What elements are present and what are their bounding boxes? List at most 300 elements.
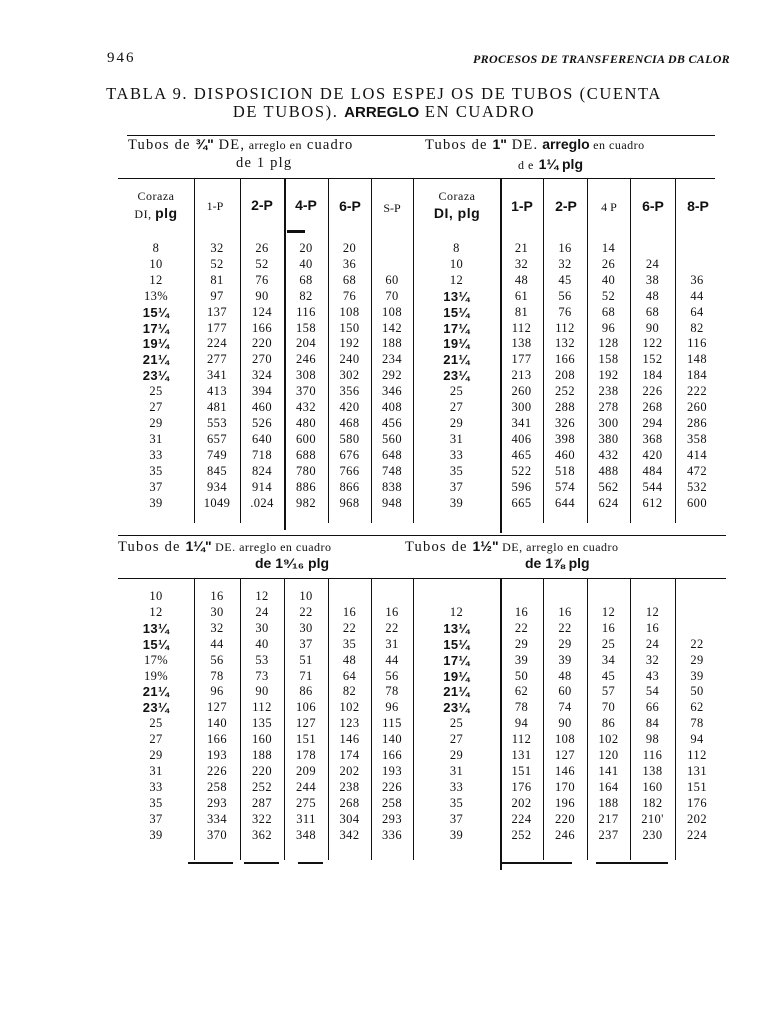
- tube-count-cell: 76: [558, 304, 572, 319]
- tube-count-cell: 192: [339, 336, 360, 351]
- tube-count-cell: 53: [255, 652, 269, 667]
- tube-count-cell: 108: [555, 732, 575, 747]
- tube-count-cell: 146: [339, 732, 360, 747]
- tube-count-cell: 160: [642, 779, 663, 794]
- shell-diameter-cell: 21¼: [443, 684, 470, 700]
- tube-count-cell: 29: [690, 652, 704, 667]
- tube-count-cell: 304: [339, 811, 360, 826]
- shell-diameter-cell: 31: [149, 431, 163, 446]
- tube-count-cell: 220: [252, 336, 272, 351]
- table-row: [118, 589, 719, 605]
- tube-count-cell: 25: [601, 636, 616, 651]
- tube-count-cell: 217: [598, 811, 619, 826]
- tube-count-cell: 380: [598, 431, 619, 446]
- tube-count-cell: 193: [382, 763, 402, 778]
- shell-diameter-cell: 15¼: [443, 636, 470, 652]
- tube-count-cell: 112: [252, 700, 272, 715]
- tube-count-cell: 70: [385, 288, 399, 303]
- tube-count-cell: [675, 621, 719, 637]
- tube-count-cell: 213: [511, 368, 532, 383]
- tube-count-cell: 481: [207, 400, 227, 415]
- tube-count-cell: 16: [558, 604, 572, 619]
- tube-count-cell: 32: [210, 241, 224, 255]
- shell-diameter-cell: 10: [149, 256, 163, 271]
- tube-count-cell: 526: [252, 415, 272, 430]
- tube-count-cell: 596: [511, 479, 532, 494]
- tube-count-cell: 38: [645, 272, 660, 287]
- pass-header-4p-left: 4-P: [295, 197, 317, 213]
- table-row: [118, 796, 719, 812]
- section1-right-coraza-header: Coraza DI, plg: [433, 189, 481, 221]
- tube-count-cell: 252: [252, 779, 272, 794]
- shell-diameter-cell: [413, 589, 500, 605]
- tube-count-cell: 22: [299, 604, 313, 619]
- shell-diameter-cell: 35: [149, 463, 163, 478]
- shell-diameter-cell: 29: [449, 748, 464, 763]
- tube-count-cell: 238: [598, 384, 619, 399]
- tube-count-cell: 76: [342, 288, 357, 303]
- tube-count-cell: 184: [642, 368, 663, 383]
- shell-diameter-cell: 25: [149, 716, 163, 731]
- tube-count-cell: 127: [296, 716, 316, 731]
- tube-count-cell: 260: [687, 400, 707, 415]
- tube-count-cell: 1049: [203, 495, 231, 510]
- table-row: [118, 384, 719, 400]
- tube-count-cell: 553: [207, 415, 227, 430]
- tube-count-cell: 152: [642, 352, 663, 367]
- tube-count-cell: 32: [558, 256, 572, 271]
- section2-left-heading: Tubos de 1¼" DE. arreglo en cuadro: [118, 538, 332, 555]
- tube-count-cell: 22: [514, 620, 529, 635]
- tube-count-cell: [543, 589, 587, 605]
- tube-count-cell: 252: [511, 827, 532, 842]
- tube-count-cell: 22: [385, 620, 399, 635]
- tube-count-cell: 193: [207, 748, 227, 763]
- table-row: [118, 716, 719, 732]
- shell-diameter-cell: 25: [449, 716, 464, 731]
- tube-count-cell: 116: [687, 336, 707, 351]
- tube-count-cell: 300: [598, 415, 619, 430]
- tube-count-cell: 132: [555, 336, 575, 351]
- title-line2-part-c: EN CUADRO: [424, 102, 536, 121]
- tube-count-cell: 176: [511, 779, 532, 794]
- tube-count-cell: 300: [511, 400, 532, 415]
- running-head: PROCESOS DE TRANSFERENCIA DB CALOR: [473, 52, 730, 66]
- tube-count-cell: 122: [642, 336, 663, 351]
- table-row: [118, 653, 719, 669]
- tube-count-cell: 106: [296, 700, 316, 715]
- table-row: [118, 400, 719, 416]
- shell-diameter-cell: 23¼: [443, 368, 470, 384]
- tube-count-cell: 624: [598, 495, 619, 510]
- tube-count-cell: 78: [210, 668, 224, 683]
- shell-diameter-cell: 33: [149, 447, 163, 462]
- section2-bottom-mark-5: [596, 862, 668, 864]
- tube-count-cell: 224: [207, 336, 227, 351]
- pass-header-2p-right: 2-P: [555, 198, 577, 214]
- tube-count-cell: 74: [558, 700, 572, 715]
- section2-data-table: [118, 589, 719, 844]
- tube-count-cell: 94: [514, 716, 529, 731]
- tube-count-cell: 51: [299, 652, 313, 667]
- title-line2-part-a: DE TUBOS).: [232, 102, 339, 121]
- tube-count-cell: 170: [555, 779, 575, 794]
- tube-count-cell: 127: [555, 748, 575, 763]
- table-title-line2: [0, 102, 768, 122]
- tube-count-cell: 82: [299, 288, 313, 303]
- tube-count-cell: 12: [255, 589, 269, 603]
- tube-count-cell: 20: [299, 241, 313, 255]
- section2-bottom-mark-3: [298, 862, 323, 864]
- tube-count-cell: 112: [511, 320, 532, 335]
- tube-count-cell: 370: [296, 384, 316, 399]
- tube-count-cell: 62: [690, 700, 704, 715]
- tube-count-cell: 60: [385, 272, 399, 287]
- tube-count-cell: 32: [210, 620, 224, 635]
- tube-count-cell: 142: [382, 320, 402, 335]
- tube-count-cell: 164: [598, 779, 619, 794]
- tube-count-cell: 45: [601, 668, 616, 683]
- tube-count-cell: 131: [687, 763, 707, 778]
- tube-count-cell: 544: [642, 479, 663, 494]
- shell-diameter-cell: 35: [449, 795, 464, 810]
- table-row: [118, 432, 719, 448]
- tube-count-cell: 90: [255, 684, 269, 699]
- tube-count-cell: 370: [207, 827, 227, 842]
- tube-count-cell: [675, 605, 719, 621]
- tube-count-cell: 137: [207, 304, 227, 319]
- tube-count-cell: 406: [511, 431, 532, 446]
- tube-count-cell: 468: [339, 415, 360, 430]
- tube-count-cell: 336: [382, 827, 402, 842]
- tube-count-cell: 188: [252, 748, 272, 763]
- table-row: [118, 764, 719, 780]
- shell-diameter-cell: 23¼: [142, 700, 170, 716]
- tube-count-cell: 824: [252, 463, 272, 478]
- tube-count-cell: 43: [645, 668, 660, 683]
- tube-count-cell: 39: [558, 652, 572, 667]
- tube-count-cell: 237: [598, 827, 619, 842]
- tube-count-cell: 358: [687, 431, 707, 446]
- tube-count-cell: 413: [207, 384, 227, 399]
- tube-count-cell: 30: [210, 604, 224, 619]
- tube-count-cell: 432: [598, 447, 619, 462]
- tube-count-cell: 151: [296, 732, 316, 747]
- tube-count-cell: 368: [642, 431, 663, 446]
- table-row: [118, 812, 719, 828]
- tube-count-cell: 166: [252, 320, 272, 335]
- tube-count-cell: 188: [382, 336, 402, 351]
- tube-count-cell: 112: [687, 748, 707, 763]
- tube-count-cell: 288: [555, 400, 575, 415]
- tube-count-cell: 240: [339, 352, 360, 367]
- tube-count-cell: 108: [382, 304, 402, 319]
- tube-count-cell: 268: [339, 795, 360, 810]
- tube-count-cell: 394: [252, 384, 272, 399]
- tube-count-cell: 135: [252, 716, 272, 731]
- tube-count-cell: 127: [207, 700, 227, 715]
- shell-diameter-cell: 19¼: [142, 336, 170, 352]
- tube-count-cell: 81: [210, 272, 224, 287]
- table-row: [118, 605, 719, 621]
- tube-count-cell: 244: [296, 779, 316, 794]
- tube-count-cell: 465: [511, 447, 532, 462]
- table-row: [118, 352, 719, 368]
- tube-count-cell: 270: [252, 352, 272, 367]
- tube-count-cell: .024: [250, 495, 274, 510]
- tube-count-cell: 293: [382, 811, 402, 826]
- tube-count-cell: 115: [382, 716, 402, 731]
- tube-count-cell: 78: [690, 716, 704, 731]
- tube-count-cell: 44: [385, 652, 399, 667]
- tube-count-cell: 275: [296, 795, 316, 810]
- tube-count-cell: 580: [339, 431, 360, 446]
- tube-count-cell: 78: [514, 700, 529, 715]
- tube-count-cell: 188: [598, 795, 619, 810]
- tube-count-cell: 174: [339, 748, 360, 763]
- tube-count-cell: 224: [687, 827, 707, 842]
- tube-count-cell: 81: [514, 304, 529, 319]
- tube-count-cell: 140: [382, 732, 402, 747]
- tube-count-cell: 16: [385, 604, 399, 619]
- tube-count-cell: 226: [207, 763, 227, 778]
- shell-diameter-cell: 25: [449, 384, 464, 399]
- section1-left-heading: Tubos de ¾" DE, arreglo en cuadro: [128, 136, 354, 153]
- tube-count-cell: 116: [642, 748, 663, 763]
- shell-diameter-cell: 13¼: [443, 288, 470, 304]
- tube-count-cell: 30: [255, 620, 269, 635]
- tube-count-cell: 151: [687, 779, 707, 794]
- tube-count-cell: 246: [555, 827, 575, 842]
- tube-count-cell: 68: [601, 304, 616, 319]
- tube-count-cell: 50: [514, 668, 529, 683]
- table-row: [118, 241, 719, 257]
- tube-count-cell: 665: [511, 495, 532, 510]
- table-row: [118, 257, 719, 273]
- table-row: [118, 732, 719, 748]
- tube-count-cell: 287: [252, 795, 272, 810]
- tube-count-cell: 158: [598, 352, 619, 367]
- tube-count-cell: [371, 257, 413, 273]
- tube-count-cell: 934: [207, 479, 227, 494]
- shell-diameter-cell: 19%: [143, 668, 169, 683]
- section2-left-heading-line2: de 1⁹⁄₁₆ plg: [255, 555, 330, 571]
- shell-diameter-cell: 12: [449, 604, 464, 619]
- tube-count-cell: 24: [645, 256, 660, 271]
- tube-count-cell: 472: [687, 463, 707, 478]
- tube-count-cell: 202: [339, 763, 360, 778]
- tube-count-cell: 48: [342, 652, 357, 667]
- shell-diameter-cell: 15¼: [142, 636, 170, 652]
- tube-count-cell: 246: [296, 352, 316, 367]
- tube-count-cell: 86: [299, 684, 313, 699]
- tube-count-cell: 84: [645, 716, 660, 731]
- tube-count-cell: 73: [255, 668, 269, 683]
- table-row: [118, 621, 719, 637]
- tube-count-cell: 184: [687, 368, 707, 383]
- tube-count-cell: 234: [382, 352, 402, 367]
- tube-count-cell: 34: [601, 652, 616, 667]
- tube-count-cell: 838: [382, 479, 402, 494]
- shell-diameter-cell: 37: [149, 811, 163, 826]
- tube-count-cell: 52: [255, 256, 269, 271]
- tube-count-cell: [675, 589, 719, 605]
- shell-diameter-cell: 12: [149, 604, 163, 619]
- shell-diameter-cell: 8: [453, 241, 460, 255]
- tube-count-cell: 562: [598, 479, 619, 494]
- tube-count-cell: 44: [210, 636, 224, 651]
- table-row: [118, 448, 719, 464]
- tube-count-cell: 48: [558, 668, 572, 683]
- tube-count-cell: 20: [342, 241, 357, 255]
- tube-count-cell: 522: [511, 463, 532, 478]
- section2-bottom-mark-2: [244, 862, 279, 864]
- tube-count-cell: 341: [511, 415, 532, 430]
- table-row: [118, 368, 719, 384]
- table-row: [118, 669, 719, 685]
- table-row: [118, 684, 719, 700]
- tube-count-cell: 202: [511, 795, 532, 810]
- tube-count-cell: 26: [255, 241, 269, 255]
- tube-count-cell: 40: [255, 636, 269, 651]
- shell-diameter-cell: 39: [449, 827, 464, 842]
- tube-count-cell: 268: [642, 400, 663, 415]
- tube-count-cell: 166: [555, 352, 575, 367]
- tube-count-cell: 37: [299, 636, 313, 651]
- shell-diameter-cell: 35: [149, 795, 163, 810]
- tube-count-cell: 308: [296, 368, 316, 383]
- tube-count-cell: 97: [210, 288, 224, 303]
- tube-count-cell: 718: [252, 447, 272, 462]
- tube-count-cell: 208: [555, 368, 575, 383]
- tube-count-cell: 36: [690, 272, 704, 287]
- tube-count-cell: 30: [299, 620, 313, 635]
- pass-header-6p-left: 6-P: [339, 198, 361, 214]
- table-title-line1: TABLA 9. DISPOSICION DE LOS ESPEJ OS DE TUBOS (CUENTA: [106, 84, 662, 103]
- tube-count-cell: 112: [511, 732, 532, 747]
- tube-count-cell: 102: [598, 732, 619, 747]
- shell-diameter-cell: 17¼: [443, 652, 470, 668]
- tube-count-cell: 182: [642, 795, 663, 810]
- tube-count-cell: 277: [207, 352, 227, 367]
- tube-count-cell: 158: [296, 320, 316, 335]
- tube-count-cell: 151: [511, 763, 532, 778]
- tube-count-cell: 278: [598, 400, 619, 415]
- tube-count-cell: 16: [645, 620, 660, 635]
- tube-count-cell: 294: [642, 415, 663, 430]
- shell-diameter-cell: 39: [149, 827, 163, 842]
- tube-count-cell: 341: [207, 368, 227, 383]
- section2-header-rule: [118, 578, 726, 579]
- tube-count-cell: 484: [642, 463, 663, 478]
- tube-count-cell: 414: [687, 447, 707, 462]
- tube-count-cell: 230: [642, 827, 663, 842]
- tube-count-cell: 102: [339, 700, 360, 715]
- tube-count-cell: 574: [555, 479, 575, 494]
- tube-count-cell: 40: [601, 272, 616, 287]
- tube-count-cell: 123: [339, 716, 360, 731]
- pass-header-2p-left: 2-P: [251, 197, 273, 213]
- tube-count-cell: 24: [255, 604, 269, 619]
- tube-count-cell: 48: [645, 288, 660, 303]
- shell-diameter-cell: 37: [149, 479, 163, 494]
- tube-count-cell: 64: [690, 304, 704, 319]
- shell-diameter-cell: 17¼: [443, 320, 470, 336]
- tube-count-cell: 90: [558, 716, 572, 731]
- tube-count-cell: 56: [210, 652, 224, 667]
- shell-diameter-cell: 27: [149, 732, 163, 747]
- tube-count-cell: 220: [252, 763, 272, 778]
- title-line2-arreglo: ARREGLO: [344, 104, 420, 121]
- section1-left-heading-line2: de 1 plg: [236, 155, 293, 171]
- tube-count-cell: 160: [252, 732, 272, 747]
- tube-count-cell: 260: [511, 384, 532, 399]
- tube-count-cell: 146: [555, 763, 575, 778]
- tube-count-cell: 302: [339, 368, 360, 383]
- tube-count-cell: 220: [555, 811, 575, 826]
- tube-count-cell: 12: [645, 604, 660, 619]
- shell-diameter-cell: 17¼: [142, 320, 170, 336]
- table-row: [118, 637, 719, 653]
- tube-count-cell: 286: [687, 415, 707, 430]
- tube-count-cell: 420: [339, 400, 360, 415]
- tube-count-cell: 39: [690, 668, 704, 683]
- tube-count-cell: 22: [558, 620, 572, 635]
- shell-diameter-cell: 35: [449, 463, 464, 478]
- tube-count-cell: [371, 241, 413, 257]
- tube-count-cell: 362: [252, 827, 272, 842]
- tube-count-cell: 16: [210, 589, 224, 603]
- tube-count-cell: 204: [296, 336, 316, 351]
- tube-count-cell: 210': [641, 811, 664, 826]
- tube-count-cell: 600: [296, 431, 316, 446]
- tube-count-cell: 293: [207, 795, 227, 810]
- tube-count-cell: 52: [210, 256, 224, 271]
- tube-count-cell: 196: [555, 795, 575, 810]
- tube-count-cell: [630, 241, 675, 257]
- tube-count-cell: 356: [339, 384, 360, 399]
- shell-diameter-cell: 39: [149, 495, 163, 510]
- pass-header-1p-left: 1-P: [206, 199, 224, 213]
- tube-count-cell: 460: [555, 447, 575, 462]
- shell-diameter-cell: 33: [449, 447, 464, 462]
- tube-count-cell: 32: [514, 256, 529, 271]
- tube-count-cell: [500, 589, 543, 605]
- section2-right-heading: Tubos de 1½" DE, arreglo en cuadro: [405, 538, 619, 555]
- tube-count-cell: 640: [252, 431, 272, 446]
- tube-count-cell: 348: [296, 827, 316, 842]
- pass-header-6p-right: 6-P: [642, 198, 664, 214]
- shell-diameter-cell: 10: [449, 256, 464, 271]
- tube-count-cell: 432: [296, 400, 316, 415]
- tube-count-cell: 324: [252, 368, 272, 383]
- shell-diameter-cell: 27: [449, 732, 464, 747]
- shell-diameter-cell: 33: [149, 779, 163, 794]
- tube-count-cell: 66: [645, 700, 660, 715]
- table-row: [118, 289, 719, 305]
- tube-count-cell: 322: [252, 811, 272, 826]
- tube-count-cell: 292: [382, 368, 402, 383]
- shell-diameter-cell: 15¼: [142, 304, 170, 320]
- tube-count-cell: 26: [601, 256, 616, 271]
- table-row: [118, 305, 719, 321]
- tube-count-cell: 16: [514, 604, 529, 619]
- tube-count-cell: 22: [690, 636, 704, 651]
- tube-count-cell: 29: [558, 636, 572, 651]
- page-number: 946: [107, 50, 136, 66]
- tube-count-cell: 766: [339, 463, 360, 478]
- shell-diameter-cell: 33: [449, 779, 464, 794]
